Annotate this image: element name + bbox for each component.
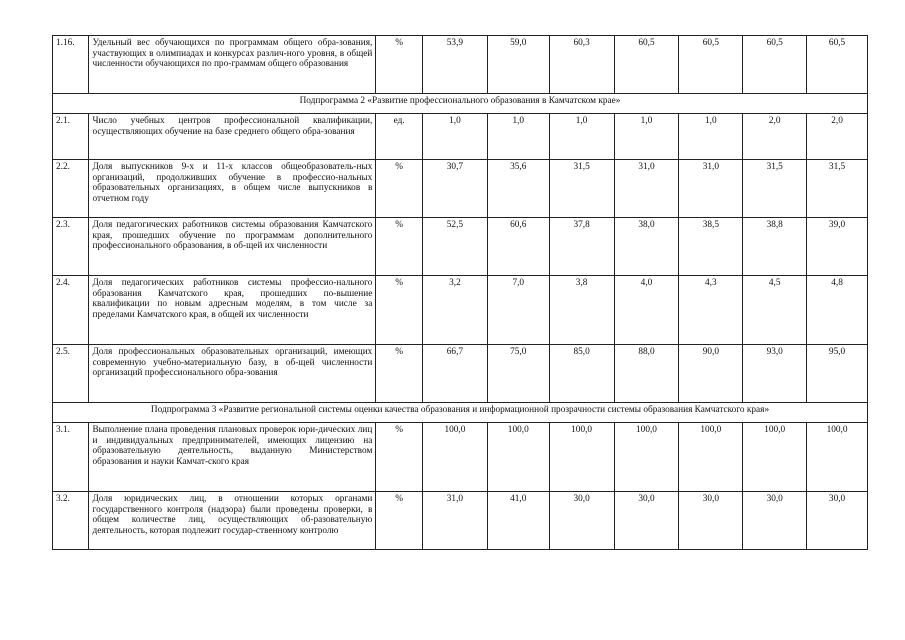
value-cell: 31,0 <box>614 160 679 218</box>
table-row <box>53 160 868 218</box>
value-cell: 39,0 <box>807 218 868 276</box>
unit-cell: % <box>376 492 423 550</box>
value-cell: 75,0 <box>487 345 549 403</box>
indicators-table <box>52 35 868 550</box>
value-cell: 31,5 <box>549 160 614 218</box>
value-cell: 100,0 <box>549 423 614 492</box>
indicator-name: Доля выпускников 9-х и 11-х классов общеобразователь-ных организаций, продолживших обучение в профессио-нальных образовательных организациях, в общем числе выпускников в отчетном году <box>89 160 376 218</box>
row-number: 3.1. <box>53 423 89 492</box>
value-cell: 95,0 <box>807 345 868 403</box>
value-cell: 100,0 <box>807 423 868 492</box>
value-cell: 4,3 <box>679 276 743 345</box>
value-cell: 7,0 <box>487 276 549 345</box>
value-cell: 3,2 <box>422 276 487 345</box>
value-cell: 31,0 <box>679 160 743 218</box>
table-row <box>53 423 868 492</box>
section-title-subprogram-2: Подпрограмма 2 «Развитие профессионального образования в Камчатском крае» <box>53 94 868 114</box>
unit-cell: % <box>376 276 423 345</box>
value-cell: 30,0 <box>743 492 807 550</box>
value-cell: 52,5 <box>422 218 487 276</box>
row-number: 3.2. <box>53 492 89 550</box>
row-number: 2.2. <box>53 160 89 218</box>
value-cell: 30,0 <box>549 492 614 550</box>
value-cell: 38,0 <box>614 218 679 276</box>
value-cell: 60,5 <box>807 36 868 94</box>
value-cell: 59,0 <box>487 36 549 94</box>
table-row <box>53 492 868 550</box>
value-cell: 100,0 <box>487 423 549 492</box>
unit-cell: ед. <box>376 114 423 160</box>
section-title-subprogram-3: Подпрограмма 3 «Развитие региональной системы оценки качества образования и информационной прозрачности системы образования Камчатского края» <box>53 403 868 423</box>
value-cell: 4,8 <box>807 276 868 345</box>
value-cell: 2,0 <box>743 114 807 160</box>
value-cell: 60,5 <box>614 36 679 94</box>
indicator-name: Доля юридических лиц, в отношении которых органами государственного контроля (надзора) были проведены проверки, в общем количестве лиц, осуществляющих об-разовательную деятельность, которая подлежит государ-ственному контролю <box>89 492 376 550</box>
value-cell: 90,0 <box>679 345 743 403</box>
value-cell: 1,0 <box>679 114 743 160</box>
indicator-name: Выполнение плана проведения плановых проверок юри-дических лиц и индивидуальных предпринимателей, имеющих лицензию на образовательную деятельность, выданную Министерством образования и науки Камчат-ского края <box>89 423 376 492</box>
value-cell: 4,5 <box>743 276 807 345</box>
value-cell: 100,0 <box>614 423 679 492</box>
value-cell: 4,0 <box>614 276 679 345</box>
value-cell: 41,0 <box>487 492 549 550</box>
value-cell: 3,8 <box>549 276 614 345</box>
value-cell: 85,0 <box>549 345 614 403</box>
unit-cell: % <box>376 36 423 94</box>
value-cell: 1,0 <box>614 114 679 160</box>
table-row <box>53 114 868 160</box>
row-number: 2.1. <box>53 114 89 160</box>
value-cell: 88,0 <box>614 345 679 403</box>
indicator-name: Доля профессиональных образовательных организаций, имеющих современную учебно-материальную базу, в об-щей численности организаций профессионального обра-зования <box>89 345 376 403</box>
table-row <box>53 276 868 345</box>
value-cell: 30,0 <box>679 492 743 550</box>
value-cell: 1,0 <box>422 114 487 160</box>
value-cell: 53,9 <box>422 36 487 94</box>
value-cell: 100,0 <box>422 423 487 492</box>
value-cell: 60,5 <box>743 36 807 94</box>
value-cell: 31,5 <box>743 160 807 218</box>
value-cell: 66,7 <box>422 345 487 403</box>
unit-cell: % <box>376 160 423 218</box>
value-cell: 30,0 <box>807 492 868 550</box>
value-cell: 60,6 <box>487 218 549 276</box>
value-cell: 2,0 <box>807 114 868 160</box>
table-row <box>53 345 868 403</box>
section-row <box>53 403 868 423</box>
row-number: 2.3. <box>53 218 89 276</box>
indicator-name: Доля педагогических работников системы профессио-нального образования Камчатского края, прошедших по-вышение квалификации по новым адресным моделям, в том числе за пределами Камчатского края, в общей их численности <box>89 276 376 345</box>
table-row <box>53 218 868 276</box>
value-cell: 37,8 <box>549 218 614 276</box>
row-number: 2.4. <box>53 276 89 345</box>
value-cell: 1,0 <box>549 114 614 160</box>
value-cell: 100,0 <box>743 423 807 492</box>
value-cell: 30,7 <box>422 160 487 218</box>
value-cell: 30,0 <box>614 492 679 550</box>
value-cell: 38,8 <box>743 218 807 276</box>
unit-cell: % <box>376 345 423 403</box>
unit-cell: % <box>376 218 423 276</box>
row-number: 1.16. <box>53 36 89 94</box>
indicator-name: Удельный вес обучающихся по программам общего обра-зования, участвующих в олимпиадах и конкурсах различ-ного уровня, в общей численности обучающихся по про-граммам общего образования <box>89 36 376 94</box>
table-row <box>53 36 868 94</box>
value-cell: 31,0 <box>422 492 487 550</box>
row-number: 2.5. <box>53 345 89 403</box>
value-cell: 38,5 <box>679 218 743 276</box>
value-cell: 60,3 <box>549 36 614 94</box>
value-cell: 31,5 <box>807 160 868 218</box>
value-cell: 35,6 <box>487 160 549 218</box>
value-cell: 100,0 <box>679 423 743 492</box>
unit-cell: % <box>376 423 423 492</box>
value-cell: 60,5 <box>679 36 743 94</box>
value-cell: 1,0 <box>487 114 549 160</box>
section-row <box>53 94 868 114</box>
value-cell: 93,0 <box>743 345 807 403</box>
indicator-name: Число учебных центров профессиональной квалификации, осуществляющих обучение на базе среднего общего обра-зования <box>89 114 376 160</box>
indicator-name: Доля педагогических работников системы образования Камчатского края, прошедших обучение по программам дополнительного профессионального образования, в об-щей их численности <box>89 218 376 276</box>
